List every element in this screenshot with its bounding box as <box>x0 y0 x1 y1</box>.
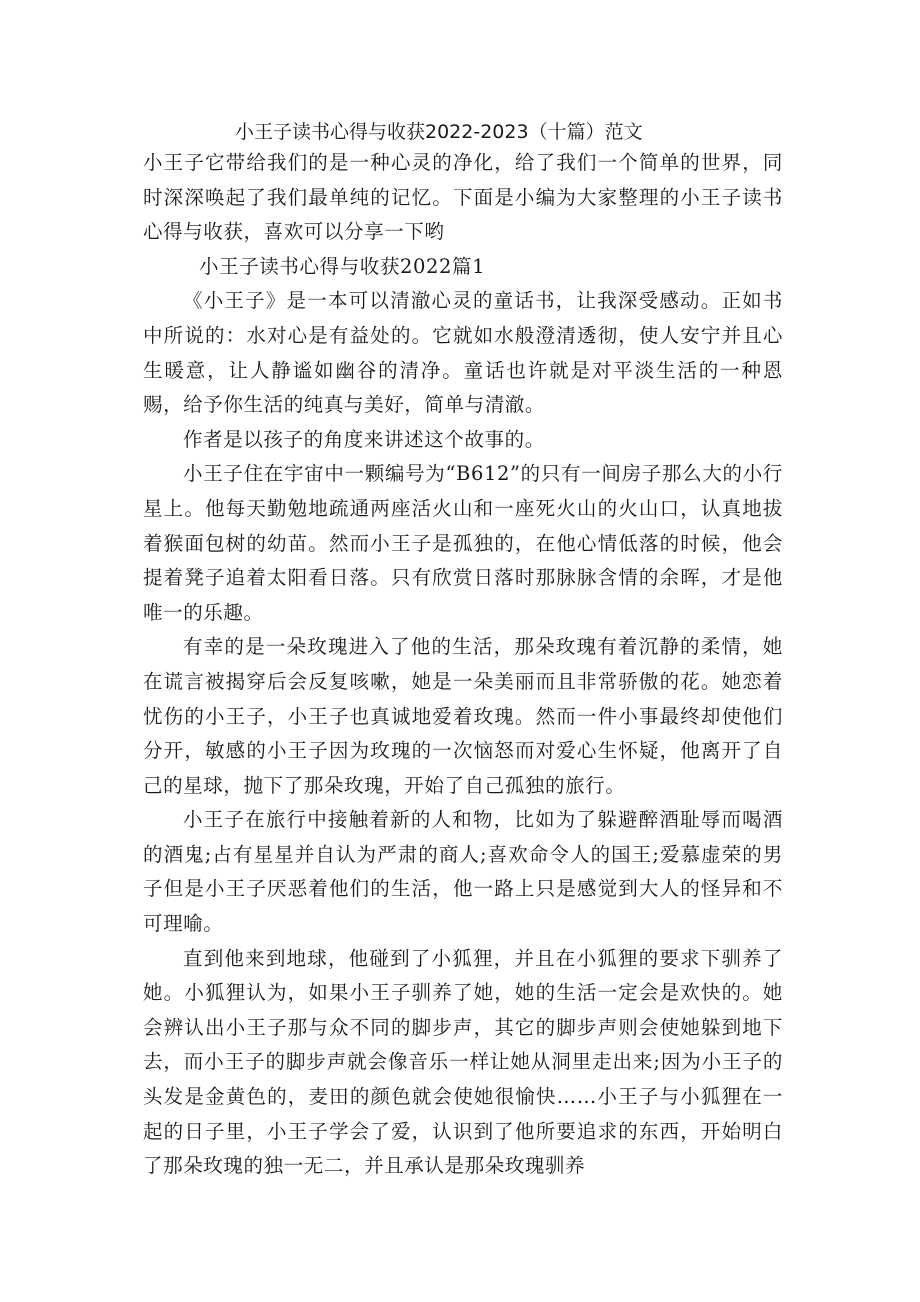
body-paragraph-2: 作者是以孩子的角度来讲述这个故事的。 <box>183 427 545 451</box>
body-paragraph-1: 《小王子》是一本可以清澈心灵的童话书，让我深受感动。正如书中所说的：水对心是有益处的。它就如水般澄清透彻，使人安宁并且心生暖意，让人静谧如幽谷的清净。童话也许就是对平淡生活的一种恩赐，给予你生活的纯真与美好，简单与清澈。 <box>143 289 783 417</box>
intro-paragraph: 小王子它带给我们的是一种心灵的净化，给了我们一个简单的世界，同时深深唤起了我们最单纯的记忆。下面是小编为大家整理的小王子读书心得与收获，喜欢可以分享一下哟 <box>143 151 783 244</box>
body-paragraph-3: 小王子住在宇宙中一颗编号为“B612”的只有一间房子那么大的小行星上。他每天勤勉地疏通两座活火山和一座死火山的火山口，认真地拔着猴面包树的幼苗。然而小王子是孤独的，在他心情低落的时候，他会提着凳子追着太阳看日落。只有欣赏日落时那脉脉含情的余晖，才是他唯一的乐趣。 <box>143 462 783 624</box>
document-title: 小王子读书心得与收获2022-2023（十篇）范文 <box>235 121 643 143</box>
body-paragraph-5: 小王子在旅行中接触着新的人和物，比如为了躲避醉酒耻辱而喝酒的酒鬼;占有星星并自认为严肃的商人;喜欢命令人的国王;爱慕虚荣的男子但是小王子厌恶着他们的生活，他一路上只是感觉到大人的怪异和不可理喻。 <box>143 808 783 936</box>
document-page <box>143 118 783 1184</box>
body-paragraph-4: 有幸的是一朵玫瑰进入了他的生活，那朵玫瑰有着沉静的柔情，她在谎言被揭穿后会反复咳嗽，她是一朵美丽而且非常骄傲的花。她恋着忧伤的小王子，小王子也真诚地爱着玫瑰。然而一件小事最终却使他们分开，敏感的小王子因为玫瑰的一次恼怒而对爱心生怀疑，他离开了自己的星球，抛下了那朵玫瑰，开始了自己孤独的旅行。 <box>143 635 783 797</box>
section-heading: 小王子读书心得与收获2022篇1 <box>199 254 486 278</box>
body-paragraph-6: 直到他来到地球，他碰到了小狐狸，并且在小狐狸的要求下驯养了她。小狐狸认为，如果小王子驯养了她，她的生活一定会是欢快的。她会辨认出小王子那与众不同的脚步声，其它的脚步声则会使她躲到地下去，而小王子的脚步声就会像音乐一样让她从洞里走出来;因为小王子的头发是金黄色的，麦田的颜色就会使她很愉快……小王子与小狐狸在一起的日子里，小王子学会了爱，认识到了他所要追求的东西，开始明白了那朵玫瑰的独一无二，并且承认是那朵玫瑰驯养 <box>143 946 783 1178</box>
